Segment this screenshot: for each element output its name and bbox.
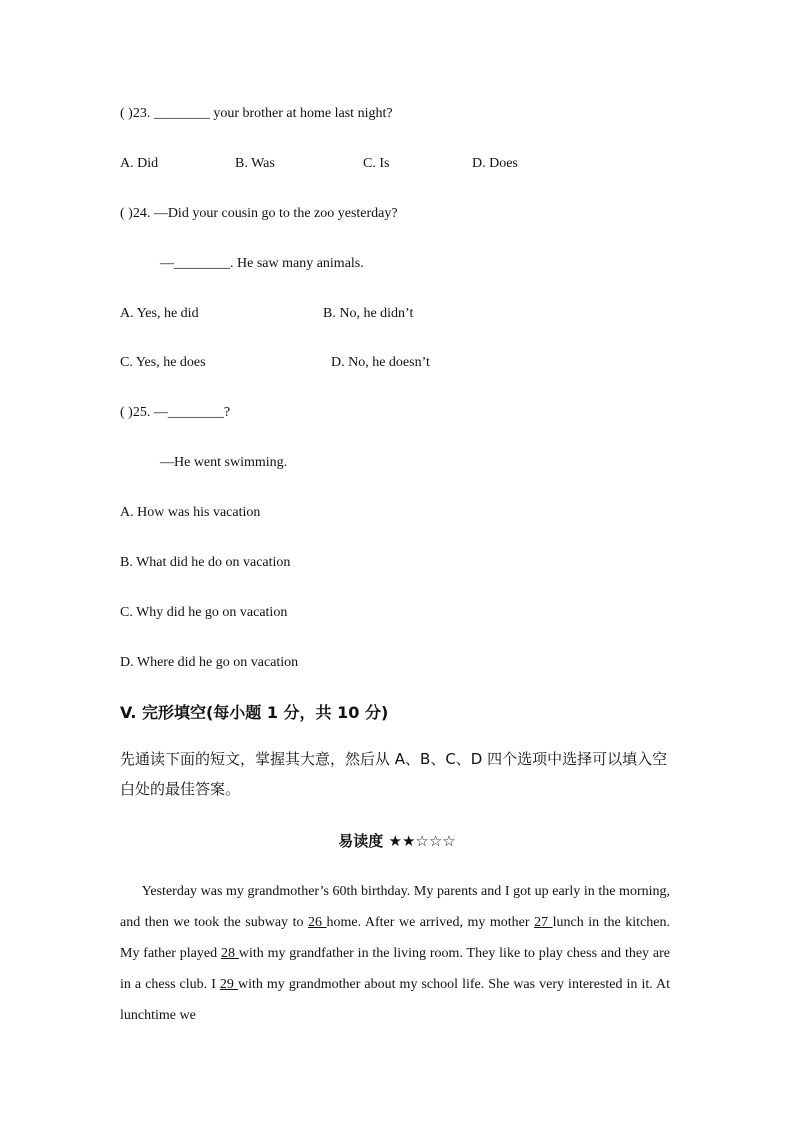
q25-option-d: D. Where did he go on vacation [120,655,299,670]
readability-label: 易读度 [338,832,384,850]
question-25: ( )25. —________? [120,405,231,420]
q23-option-b: B. Was [235,156,275,171]
blank-27: 27 [534,915,553,930]
blank-29: 29 [219,977,238,992]
q24-reply: —________. He saw many animals. [160,256,364,271]
q24-option-a: A. Yes, he did [120,306,199,321]
q23-option-a: A. Did [120,156,159,171]
passage-indent [120,884,142,899]
readability-stars: ★★☆☆☆ [388,832,456,850]
q25-reply: —He went swimming. [160,455,288,470]
q25-option-b: B. What did he do on vacation [120,555,291,570]
q25-option-a: A. How was his vacation [120,505,261,520]
blank-26: 26 [308,915,327,930]
passage-text: Yesterday was my grandmother’s 60th birthday. My parents and I got up early in the morning, and then we took the subway to 26 home. After we arrived, my mother 27 lunch in the kitchen. My father played 28 with my grandfather in the living room. They like to play chess and they are in a chess club. I 29 with my grandmother about my school life. She was very interested in it. At lunchtime we [120,884,671,1023]
section-instruction: 先通读下面的短文，掌握其大意，然后从 A、B、C、D 四个选项中选择可以填入空白处的最佳答案。 [120,750,668,798]
question-23: ( )23. ________ your brother at home last night? [120,106,393,121]
question-24: ( )24. —Did your cousin go to the zoo yesterday? [120,206,398,221]
q24-option-c: C. Yes, he does [120,355,206,370]
q23-option-c: C. Is [363,156,390,171]
q24-option-b: B. No, he didn’t [323,306,414,321]
blank-28: 28 [220,946,239,961]
readability-rating [0,830,794,851]
q25-option-c: C. Why did he go on vacation [120,605,288,620]
q23-option-d: D. Does [472,156,518,171]
section-title: V. 完形填空(每小题 1 分，共 10 分) [120,703,389,722]
q24-option-d: D. No, he doesn’t [331,355,430,370]
